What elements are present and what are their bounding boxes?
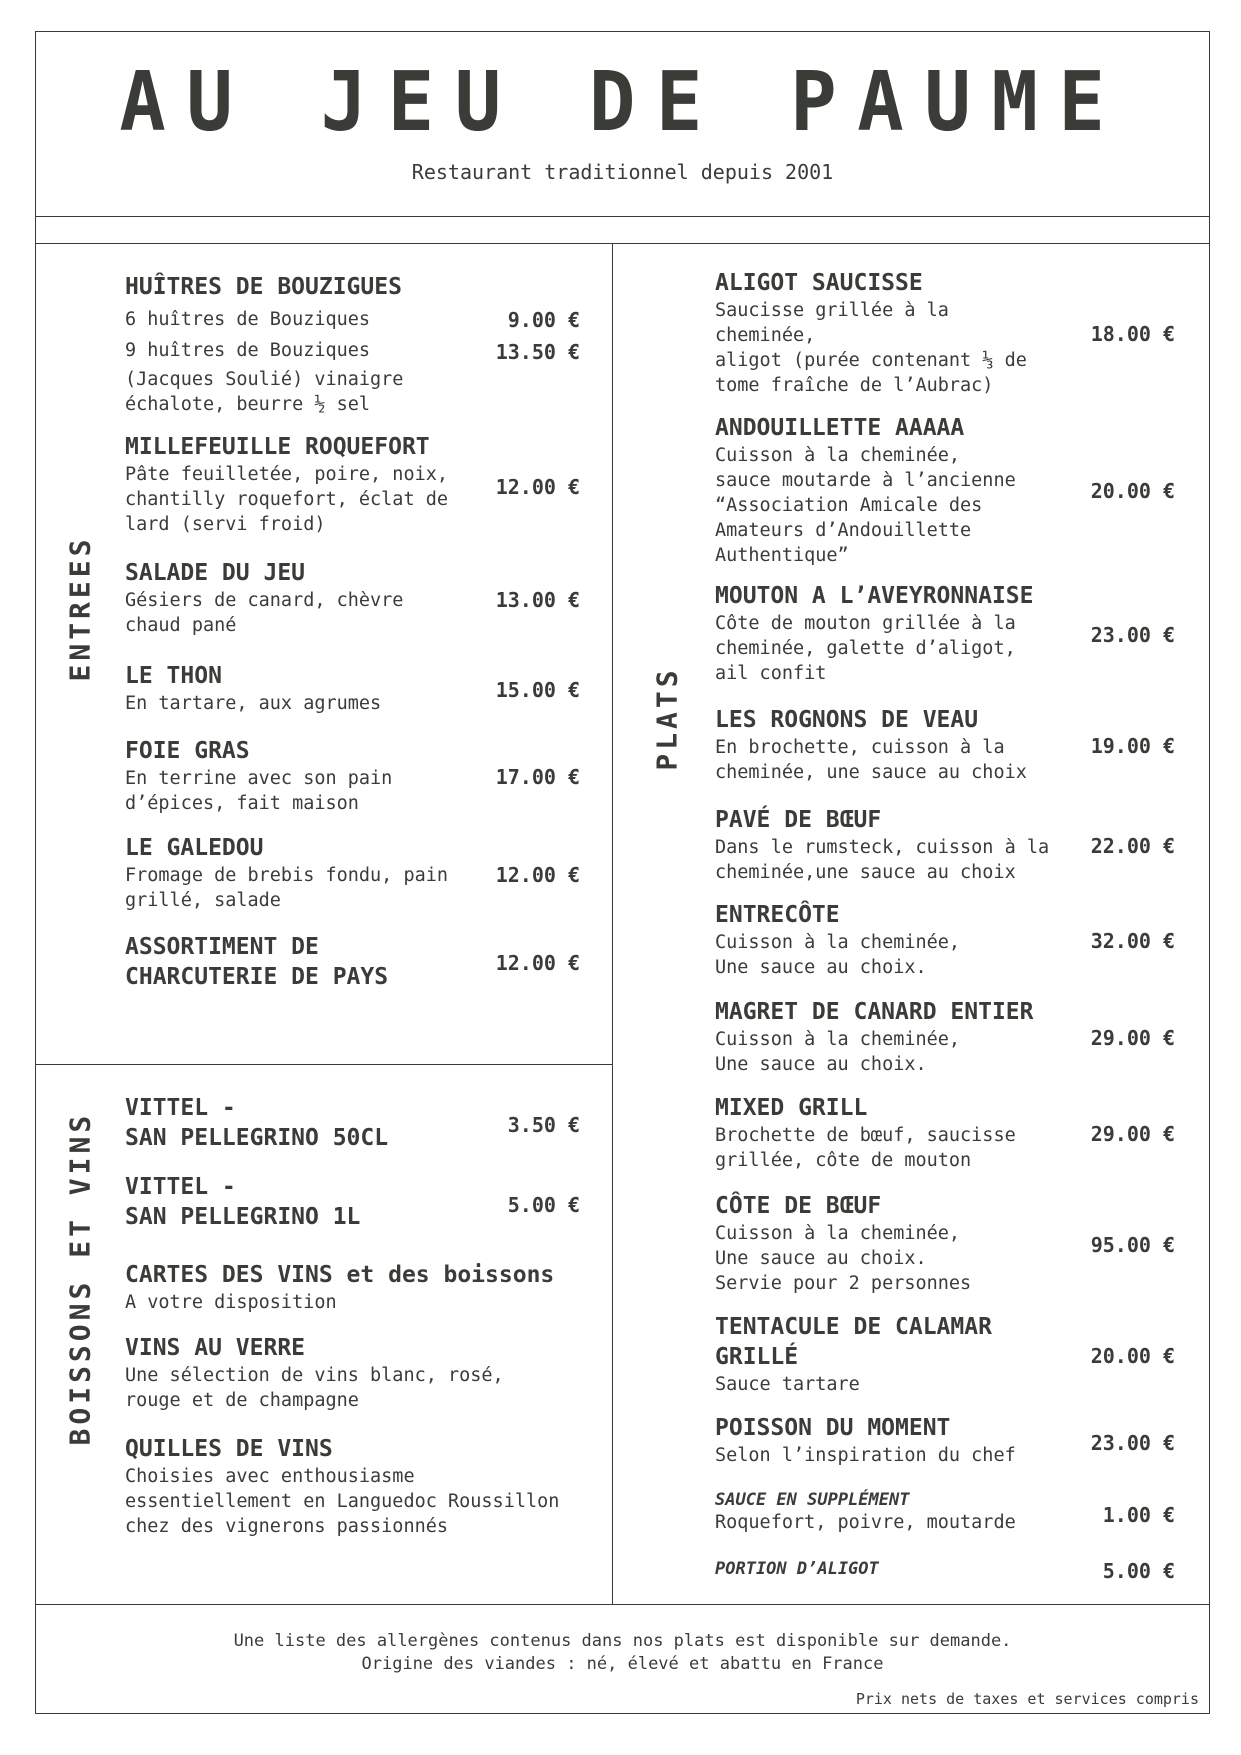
item-price: 32.00 € (1090, 929, 1175, 953)
item-name: SALADE DU JEU (125, 560, 306, 586)
item-desc: lard (servi froid) (125, 514, 326, 535)
item-price: 13.00 € (495, 588, 580, 612)
item-name: VINS AU VERRE (125, 1335, 306, 1361)
menu-item-quilles (125, 1434, 605, 1539)
item-desc: Fromage de brebis fondu, pain (125, 865, 449, 886)
section-label-entrees: ENTREES (63, 535, 97, 682)
menu-item-andouillette (715, 413, 1055, 568)
item-desc: Servie pour 2 personnes (715, 1273, 972, 1294)
item-desc: En tartare, aux agrumes (125, 693, 382, 714)
item-price: 3.50 € (507, 1113, 580, 1137)
meat-origin-notice: Origine des viandes : né, élevé et abattu en France (361, 1654, 884, 1674)
item-price: 20.00 € (1090, 479, 1175, 503)
item-price: 12.00 € (495, 863, 580, 887)
item-desc: Cuisson à la cheminée, (715, 1029, 961, 1050)
menu-item-rognons (715, 705, 1055, 785)
item-desc: cheminée, (715, 325, 816, 346)
item-price: 15.00 € (495, 678, 580, 702)
item-desc: Cuisson à la cheminée, (715, 445, 961, 466)
item-price: 13.50 € (495, 340, 580, 364)
item-desc: 9 huîtres de Bouziques (125, 340, 371, 361)
item-desc: Selon l’inspiration du chef (715, 1445, 1016, 1466)
header-divider-top (35, 216, 1210, 217)
section-label-boissons: BOISSONS ET VINS (63, 1111, 97, 1446)
item-name: MAGRET DE CANARD ENTIER (715, 999, 1034, 1025)
item-name: MOUTON A L’AVEYRONNAISE (715, 583, 1034, 609)
item-desc: cheminée,une sauce au choix (715, 862, 1016, 883)
item-desc: échalote, beurre ½ sel (125, 394, 371, 415)
item-desc: “Association Amicale des (715, 495, 983, 516)
item-name: FOIE GRAS (125, 738, 250, 764)
menu-item-magret (715, 997, 1055, 1077)
item-price: 29.00 € (1090, 1026, 1175, 1050)
section-label-plats: PLATS (650, 666, 684, 771)
item-desc: Une sauce au choix. (715, 1248, 927, 1269)
item-name: LE GALEDOU (125, 835, 264, 861)
item-price: 19.00 € (1090, 734, 1175, 758)
item-desc: Une sélection de vins blanc, rosé, (125, 1365, 504, 1386)
item-price: 1.00 € (1102, 1503, 1175, 1527)
item-desc: aligot (purée contenant ⅓ de (715, 350, 1027, 371)
item-name: ANDOUILLETTE AAAAA (715, 415, 965, 441)
item-name: SAUCE EN SUPPLÉMENT (715, 1490, 910, 1510)
item-desc: Gésiers de canard, chèvre (125, 590, 404, 611)
item-name: QUILLES DE VINS (125, 1436, 333, 1462)
menu-item-vins-verre (125, 1333, 595, 1413)
item-price: 20.00 € (1090, 1344, 1175, 1368)
item-desc: Sauce tartare (715, 1374, 860, 1395)
menu-item-sauce-supplement (715, 1490, 1055, 1535)
item-desc: (Jacques Soulié) vinaigre (125, 369, 404, 390)
item-name: LES ROGNONS DE VEAU (715, 707, 979, 733)
item-desc: 6 huîtres de Bouziques (125, 309, 371, 330)
item-desc: Saucisse grillée à la (715, 300, 949, 321)
item-name: CARTES DES VINS et des boissons (125, 1262, 555, 1288)
item-name: ASSORTIMENT DE (125, 934, 319, 960)
item-desc: chaud pané (125, 615, 237, 636)
item-desc: d’épices, fait maison (125, 793, 359, 814)
item-name: SAN PELLEGRINO 1L (125, 1204, 361, 1230)
item-desc: En terrine avec son pain (125, 768, 393, 789)
item-desc: A votre disposition (125, 1292, 337, 1313)
item-desc: Cuisson à la cheminée, (715, 932, 961, 953)
item-name: GRILLÉ (715, 1344, 799, 1370)
item-name: LE THON (125, 663, 222, 689)
item-desc: essentiellement en Languedoc Roussillon (125, 1491, 560, 1512)
restaurant-title: AU JEU DE PAUME (119, 55, 1126, 150)
item-name: ALIGOT SAUCISSE (715, 270, 923, 296)
footer-divider (35, 1604, 1210, 1605)
menu-item-portion-aligot (715, 1559, 1055, 1579)
item-price: 18.00 € (1090, 322, 1175, 346)
item-price: 5.00 € (1102, 1559, 1175, 1583)
menu-item-mouton (715, 581, 1055, 686)
item-price: 17.00 € (495, 765, 580, 789)
item-name: MIXED GRILL (715, 1095, 868, 1121)
item-price: 12.00 € (495, 475, 580, 499)
entrees-boissons-divider (35, 1064, 612, 1065)
menu-item-calamar (715, 1312, 1055, 1397)
item-desc: Une sauce au choix. (715, 1054, 927, 1075)
item-name: TENTACULE DE CALAMAR (715, 1314, 992, 1340)
footer-notice (35, 1630, 1210, 1676)
menu-item-cote-de-boeuf (715, 1191, 1055, 1296)
item-desc: rouge et de champagne (125, 1390, 359, 1411)
item-desc: Authentique” (715, 545, 849, 566)
item-desc: Amateurs d’Andouillette (715, 520, 972, 541)
item-desc: sauce moutarde à l’ancienne (715, 470, 1016, 491)
item-price: 95.00 € (1090, 1233, 1175, 1257)
item-name: HUÎTRES DE BOUZIGUES (125, 274, 402, 300)
column-divider (612, 243, 613, 1605)
header-divider-bottom (35, 243, 1210, 244)
item-desc: cheminée, une sauce au choix (715, 762, 1027, 783)
menu-item-entrecote (715, 900, 1055, 980)
item-name: VITTEL - (125, 1174, 236, 1200)
item-name: CÔTE DE BŒUF (715, 1193, 882, 1219)
menu-item-cartes-vins (125, 1260, 595, 1315)
item-desc: Roquefort, poivre, moutarde (715, 1512, 1016, 1533)
item-desc: Cuisson à la cheminée, (715, 1223, 961, 1244)
item-desc: Dans le rumsteck, cuisson à la (715, 837, 1050, 858)
item-desc: cheminée, galette d’aligot, (715, 638, 1016, 659)
item-price: 9.00 € (507, 308, 580, 332)
item-desc: grillé, salade (125, 890, 281, 911)
item-name: SAN PELLEGRINO 50CL (125, 1125, 389, 1151)
allergen-notice: Une liste des allergènes contenus dans nos plats est disponible sur demande. (233, 1631, 1012, 1651)
item-price: 23.00 € (1090, 623, 1175, 647)
item-name: ENTRECÔTE (715, 902, 840, 928)
item-name: MILLEFEUILLE ROQUEFORT (125, 434, 430, 460)
item-desc: Brochette de bœuf, saucisse (715, 1125, 1016, 1146)
item-desc: Pâte feuilletée, poire, noix, (125, 464, 449, 485)
item-desc: grillée, côte de mouton (715, 1150, 972, 1171)
item-price: 23.00 € (1090, 1431, 1175, 1455)
item-desc: Choisies avec enthousiasme (125, 1466, 415, 1487)
item-desc: Une sauce au choix. (715, 957, 927, 978)
item-price: 12.00 € (495, 951, 580, 975)
restaurant-subtitle: Restaurant traditionnel depuis 2001 (411, 160, 834, 184)
item-name: PAVÉ DE BŒUF (715, 807, 882, 833)
item-desc: chez des vignerons passionnés (125, 1516, 449, 1537)
item-price: 29.00 € (1090, 1122, 1175, 1146)
item-name: POISSON DU MOMENT (715, 1415, 951, 1441)
item-name: VITTEL - (125, 1095, 236, 1121)
item-desc: Côte de mouton grillée à la (715, 613, 1016, 634)
item-desc: chantilly roquefort, éclat de (125, 489, 449, 510)
item-name: CHARCUTERIE DE PAYS (125, 964, 389, 990)
item-desc: ail confit (715, 663, 827, 684)
item-name: PORTION D’ALIGOT (715, 1559, 879, 1579)
menu-item-aligot-saucisse (715, 268, 1055, 398)
tax-notice: Prix nets de taxes et services compris (855, 1690, 1199, 1708)
item-desc: En brochette, cuisson à la (715, 737, 1005, 758)
menu-item-mixed-grill (715, 1093, 1055, 1173)
item-price: 22.00 € (1090, 834, 1175, 858)
item-desc: tome fraîche de l’Aubrac) (715, 375, 994, 396)
menu-item-pave (715, 805, 1075, 885)
menu-item-poisson (715, 1413, 1055, 1468)
item-price: 5.00 € (507, 1193, 580, 1217)
